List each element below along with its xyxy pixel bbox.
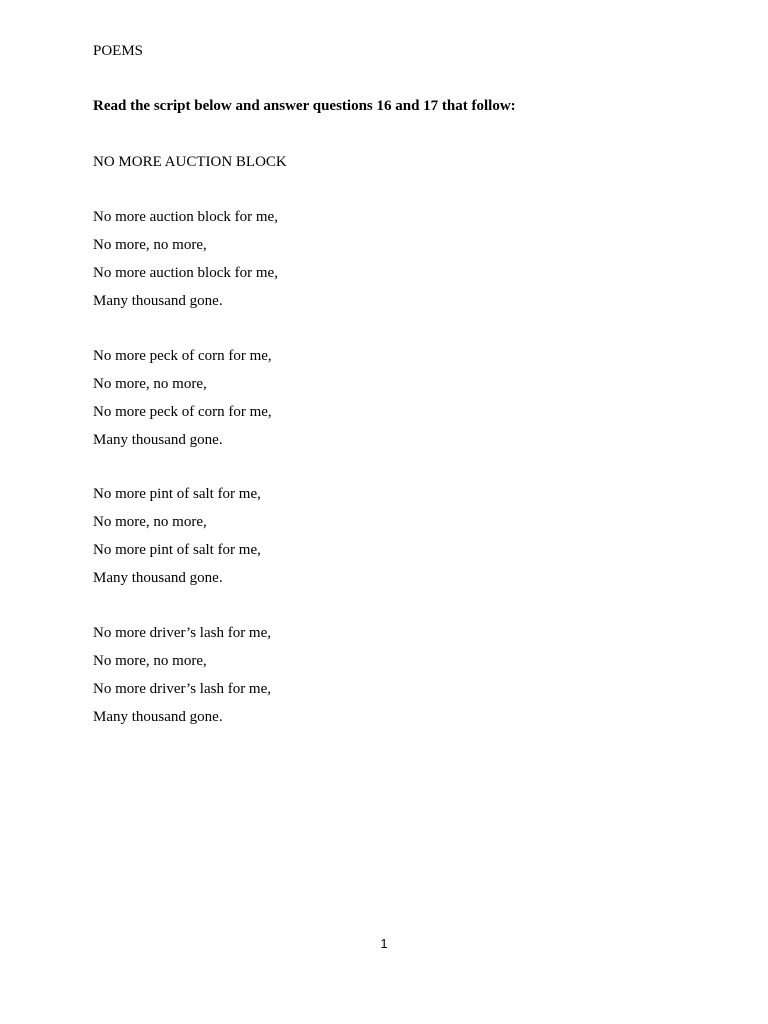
verse-line: No more pint of salt for me, bbox=[93, 542, 261, 558]
verse-line: No more peck of corn for me, bbox=[93, 348, 272, 364]
verse-line: No more, no more, bbox=[93, 376, 207, 392]
verse-line: Many thousand gone. bbox=[93, 293, 223, 309]
verse-line: No more driver’s lash for me, bbox=[93, 681, 272, 697]
poem-title: NO MORE AUCTION BLOCK bbox=[93, 154, 287, 170]
verse-line: Many thousand gone. bbox=[93, 709, 223, 725]
verse-line: No more, no more, bbox=[93, 237, 207, 253]
verse-line: Many thousand gone. bbox=[93, 570, 223, 586]
verse-line: No more, no more, bbox=[93, 653, 207, 669]
verse-line: No more auction block for me, bbox=[93, 265, 278, 281]
verse-line: No more, no more, bbox=[93, 514, 207, 530]
verse-line: No more peck of corn for me, bbox=[93, 404, 272, 420]
instruction-text: Read the script below and answer questions 16 and 17 that follow: bbox=[93, 98, 516, 114]
verse-line: No more pint of salt for me, bbox=[93, 486, 261, 502]
verse-line: No more driver’s lash for me, bbox=[93, 625, 272, 641]
verse-line: No more auction block for me, bbox=[93, 209, 278, 225]
section-heading: POEMS bbox=[93, 43, 144, 59]
verse-line: Many thousand gone. bbox=[93, 432, 223, 448]
page-number: 1 bbox=[380, 936, 388, 951]
